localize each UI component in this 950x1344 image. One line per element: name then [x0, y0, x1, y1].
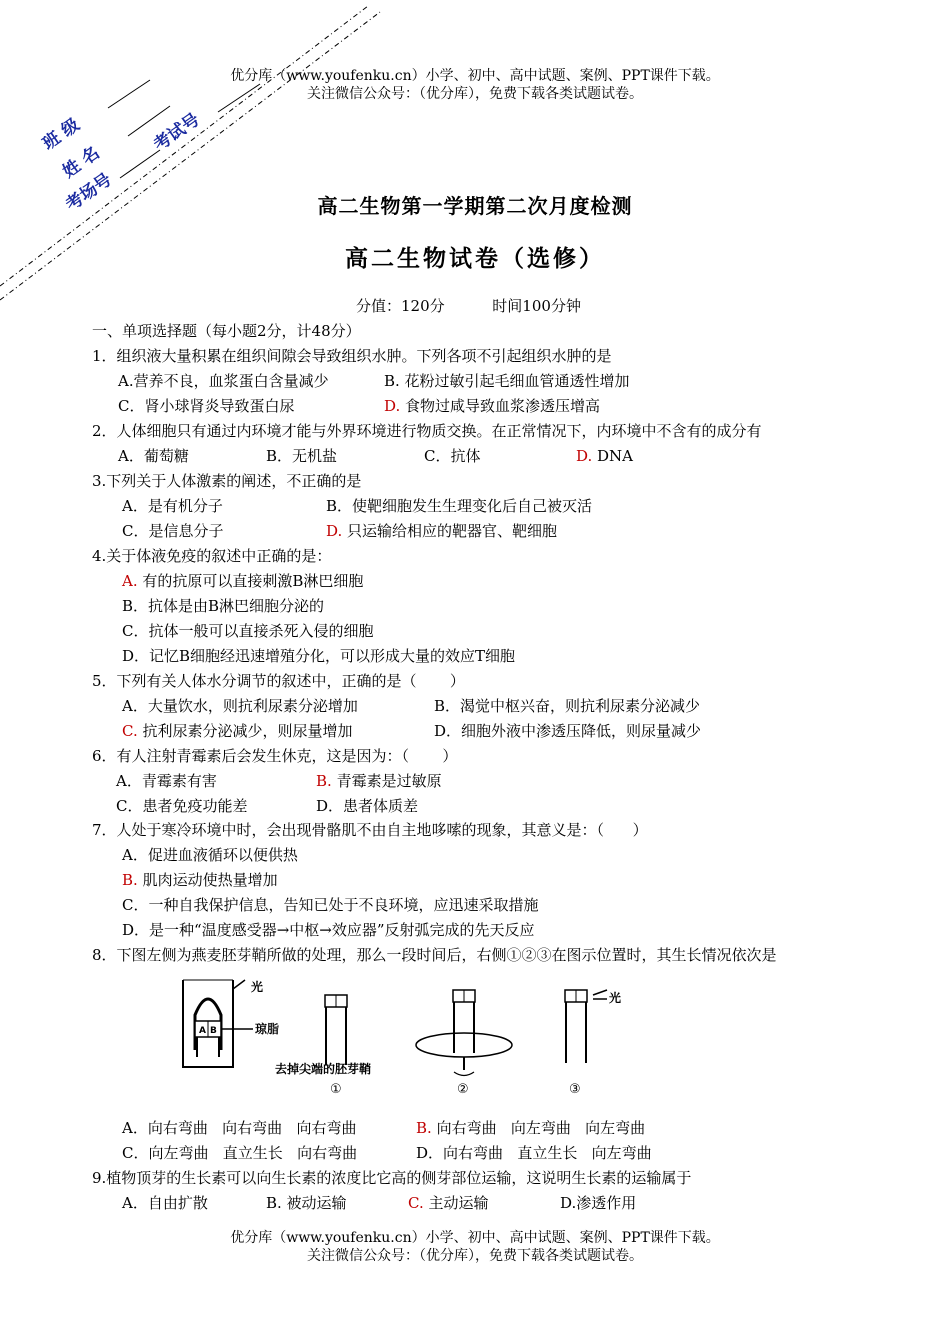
q5-option-b: B．渴觉中枢兴奋，则抗利尿素分泌减少	[434, 697, 701, 715]
q2-option-d	[576, 446, 633, 466]
name-label: 姓 名	[59, 142, 104, 183]
question-9-stem: 9.植物顶芽的生长素可以向生长素的浓度比它高的侧芽部位运输，这说明生长素的运输属于	[92, 1169, 692, 1187]
q1-option-a: A.营养不良，血浆蛋白含量减少	[118, 372, 329, 390]
q7-option-b	[122, 870, 278, 890]
q8-option-d: D．向右弯曲 直立生长 向左弯曲	[416, 1144, 652, 1162]
agar-label: 琼脂	[255, 1022, 280, 1036]
exam-no-label: 考试号	[150, 109, 204, 156]
q3-option-d-text: 只运输给相应的靶器官、靶细胞	[342, 522, 558, 540]
footer-line-2: 关注微信公众号：（优分库），免费下载各类试题试卷。	[307, 1248, 643, 1264]
q6-option-d: D．患者体质差	[316, 797, 419, 815]
q6-option-b-text: 青霉素是过敏原	[331, 772, 442, 790]
coleoptile-1	[325, 995, 347, 1097]
label-n1: ①	[330, 1082, 342, 1097]
q4-option-a	[122, 571, 363, 591]
q1-option-c: C．肾小球肾炎导致蛋白尿	[118, 397, 295, 415]
q1-answer-mark: D.	[384, 397, 401, 415]
figure-caption: 去掉尖端的胚芽鞘	[275, 1062, 372, 1076]
q2-option-c: C．抗体	[424, 447, 481, 465]
q9-option-c	[408, 1193, 489, 1213]
q6-option-a: A．青霉素有害	[116, 772, 217, 790]
q9-option-a: A．自由扩散	[122, 1194, 208, 1212]
q8-option-b	[416, 1118, 645, 1138]
coleoptile-figure	[175, 975, 695, 1100]
q1-option-d-text: 食物过咸导致血浆渗透压增高	[400, 397, 601, 415]
q3-option-c: C．是信息分子	[122, 522, 224, 540]
q2-answer-mark: D.	[576, 447, 593, 465]
q3-option-d	[326, 521, 557, 541]
q6-option-b	[316, 771, 442, 791]
q2-option-b: B．无机盐	[266, 447, 338, 465]
q6-option-c: C．患者免疫功能差	[116, 797, 248, 815]
class-label: 班 级	[39, 114, 84, 155]
q6-answer-mark: B.	[316, 772, 332, 790]
label-n2: ②	[457, 1082, 469, 1097]
q1-option-d	[384, 396, 600, 416]
q3-option-b: B．使靶细胞发生生理变化后自己被灭活	[326, 497, 593, 515]
q9-option-b: B. 被动运输	[266, 1194, 347, 1212]
q7-answer-mark: B.	[122, 871, 138, 889]
q9-option-d: D.渗透作用	[560, 1194, 637, 1212]
light-label-3: 光	[609, 991, 622, 1005]
label-b: B	[210, 1026, 217, 1036]
question-7-stem: 7．人处于寒冷环境中时，会出现骨骼肌不由自主地哆嗦的现象，其意义是：（ ）	[92, 821, 648, 839]
footer-line-1: 优分库（www.youfenku.cn）小学、初中、高中试题、案例、PPT课件下载。	[230, 1230, 720, 1246]
header-line-2: 关注微信公众号：（优分库），免费下载各类试题试卷。	[307, 86, 643, 102]
q4-option-b: B．抗体是由B淋巴细胞分泌的	[122, 597, 325, 615]
coleoptile-2	[416, 990, 512, 1097]
q4-option-d: D．记忆B细胞经迅速增殖分化，可以形成大量的效应T细胞	[122, 647, 516, 665]
q5-option-c	[122, 721, 353, 741]
q5-option-d: D．细胞外液中渗透压降低，则尿量减少	[434, 722, 702, 740]
question-5-stem: 5．下列有关人体水分调节的叙述中，正确的是（ ）	[92, 672, 465, 690]
header-line-1: 优分库（www.youfenku.cn）小学、初中、高中试题、案例、PPT课件下载。	[230, 68, 720, 84]
score-info: 分值：120分 时间100分钟	[356, 297, 581, 315]
light-label-1: 光	[251, 980, 264, 994]
page-subtitle: 高二生物试卷（选修）	[345, 245, 605, 272]
label-a: A	[199, 1026, 206, 1036]
q8-option-c: C．向左弯曲 直立生长 向右弯曲	[122, 1144, 358, 1162]
q3-option-a: A．是有机分子	[122, 497, 223, 515]
left-apparatus	[183, 979, 279, 1067]
q4-answer-mark: A.	[122, 572, 138, 590]
q7-option-d: D．是一种“温度感受器→中枢→效应器”反射弧完成的先天反应	[122, 921, 535, 939]
question-1-stem: 1．组织液大量积累在组织间隙会导致组织水肿。下列各项不引起组织水肿的是	[92, 347, 612, 365]
page-title: 高二生物第一学期第二次月度检测	[317, 194, 633, 218]
q8-option-b-text: 向右弯曲 向左弯曲 向左弯曲	[431, 1119, 646, 1137]
q2-option-a: A．葡萄糖	[118, 447, 189, 465]
question-4-stem: 4.关于体液免疫的叙述中正确的是：	[92, 547, 332, 565]
q7-option-a: A．促进血液循环以便供热	[122, 846, 298, 864]
q7-option-b-text: 肌肉运动使热量增加	[137, 871, 278, 889]
q5-option-c-text: 抗利尿素分泌减少，则尿量增加	[137, 722, 353, 740]
q4-option-c: C．抗体一般可以直接杀死入侵的细胞	[122, 622, 374, 640]
q8-option-a: A．向右弯曲 向右弯曲 向右弯曲	[122, 1119, 357, 1137]
q4-option-a-text: 有的抗原可以直接刺激B淋巴细胞	[137, 572, 364, 590]
q9-answer-mark: C.	[408, 1194, 424, 1212]
room-label: 考场号	[62, 169, 116, 216]
coleoptile-3	[565, 990, 621, 1097]
q5-answer-mark: C.	[122, 722, 138, 740]
q5-option-a: A．大量饮水，则抗利尿素分泌增加	[122, 697, 358, 715]
q3-answer-mark: D.	[326, 522, 343, 540]
question-6-stem: 6．有人注射青霉素后会发生休克，这是因为：（ ）	[92, 747, 458, 765]
section-heading: 一、单项选择题（每小题2分，计48分）	[92, 322, 361, 340]
q2-option-d-text: DNA	[592, 447, 634, 465]
q8-answer-mark: B.	[416, 1119, 432, 1137]
question-8-stem: 8．下图左侧为燕麦胚芽鞘所做的处理，那么一段时间后，右侧①②③在图示位置时，其生长情况依次是	[92, 946, 777, 964]
label-n3: ③	[569, 1082, 581, 1097]
question-2-stem: 2．人体细胞只有通过内环境才能与外界环境进行物质交换。在正常情况下，内环境中不含有的成分有	[92, 422, 762, 440]
q7-option-c: C．一种自我保护信息，告知已处于不良环境，应迅速采取措施	[122, 896, 539, 914]
q9-option-c-text: 主动运输	[423, 1194, 489, 1212]
question-3-stem: 3.下列关于人体激素的阐述，不正确的是	[92, 472, 362, 490]
q1-option-b: B. 花粉过敏引起毛细血管通透性增加	[384, 372, 630, 390]
